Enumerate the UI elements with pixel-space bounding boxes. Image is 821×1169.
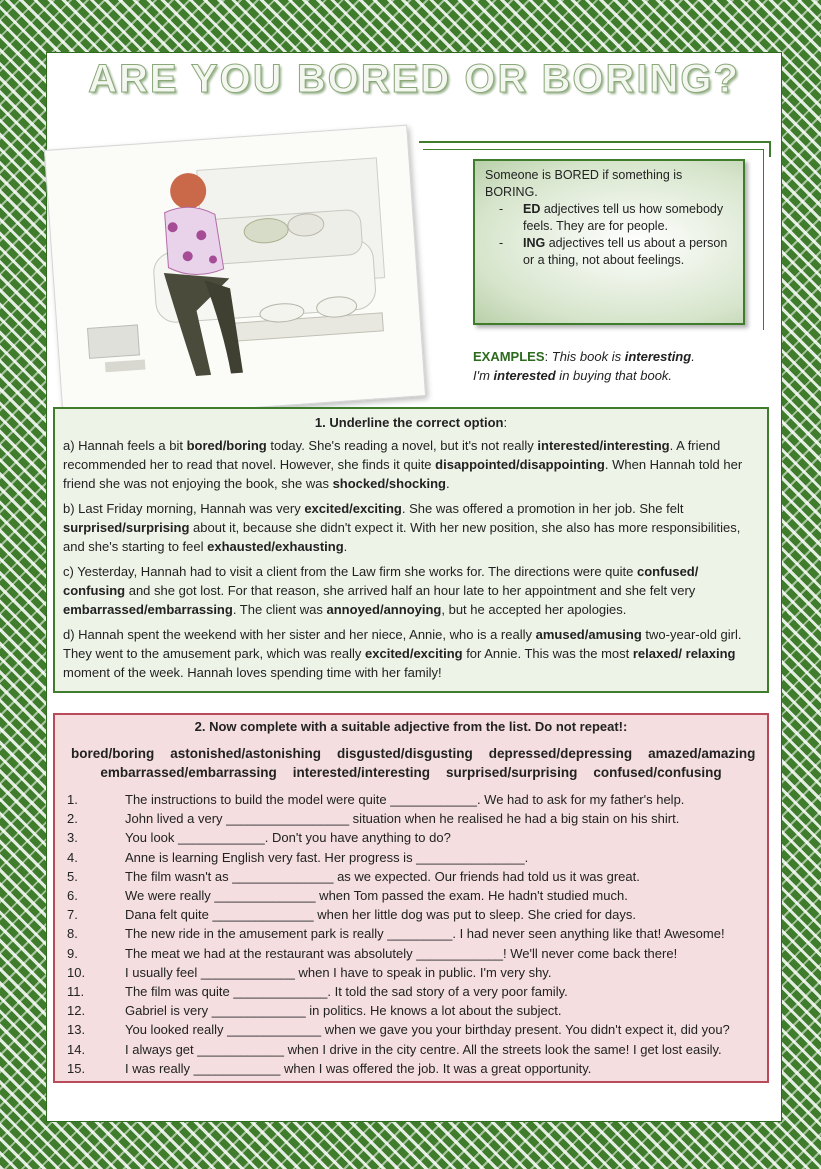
exercise-2-heading: 2. Now complete with a suitable adjective from the list. Do not repeat!: — [194, 719, 628, 734]
exercise-1-paragraph — [63, 436, 759, 493]
option-pair: shocked/shocking — [332, 476, 446, 491]
item-number: 14. — [67, 1041, 86, 1057]
item-sentence: The new ride in the amusement park is really _________. I had never seen anything like that! Awesome! — [125, 926, 725, 942]
item-number: 15. — [67, 1060, 86, 1076]
item-number: 9. — [67, 945, 78, 961]
item-sentence: Gabriel is very _____________ in politics. He knows a lot about the subject. — [125, 1003, 562, 1019]
item-sentence: The meat we had at the restaurant was absolutely ____________! We'll never come back there! — [125, 945, 678, 961]
example-line-1: EXAMPLES: This book is interesting. — [473, 349, 695, 364]
paragraph-text: two-year-old girl. They went to the amusement park, which was really — [63, 627, 742, 661]
item-number: 10. — [67, 964, 86, 980]
option-pair: amused/amusing — [535, 627, 642, 642]
option-pair: excited/exciting — [365, 646, 463, 661]
paragraph-text: moment of the week. Hannah loves spending time with her family! — [63, 665, 442, 680]
option-pair: disappointed/disappointing — [435, 457, 605, 472]
item-number: 5. — [67, 868, 78, 884]
item-sentence: I always get ____________ when I drive in the city centre. All the streets look the same! I get lost easily. — [125, 1041, 722, 1057]
item-sentence: The film wasn't as ______________ as we expected. Our friends had told us it was great. — [125, 868, 640, 884]
paragraph-text: c) Yesterday, Hannah had to visit a client from the Law firm she works for. The directions were quite — [63, 564, 637, 579]
item-number: 11. — [67, 984, 85, 1000]
exercise-1 — [53, 407, 769, 693]
paragraph-text: , but he accepted her apologies. — [441, 602, 627, 617]
item-number: 7. — [67, 907, 78, 923]
exercise-item — [63, 828, 759, 847]
option-pair: surprised/surprising — [63, 520, 190, 535]
item-number: 13. — [67, 1022, 86, 1038]
example-line-2: I'm interested in buying that book. — [473, 368, 673, 383]
word-option: confused/confusing — [593, 765, 722, 780]
word-list-row — [63, 763, 759, 782]
item-number: 8. — [67, 926, 78, 942]
item-sentence: The instructions to build the model were quite ____________. We had to ask for my father's help. — [125, 792, 685, 807]
item-sentence: I usually feel _____________ when I have to speak in public. I'm very shy. — [125, 964, 552, 980]
exercise-1-paragraph — [63, 625, 759, 682]
item-number: 2. — [67, 811, 78, 827]
item-number: 12. — [67, 1003, 86, 1019]
item-number: 1. — [67, 792, 78, 807]
exercise-item — [63, 809, 759, 828]
exercise-1-paragraphs — [63, 436, 759, 682]
exercise-1-heading: 1. Underline the correct option: — [314, 415, 508, 430]
item-sentence: John lived a very _________________ situation when he realised he had a big stain on his shirt. — [125, 811, 680, 827]
exercise-item — [63, 963, 759, 982]
exercise-2-items — [63, 790, 759, 1078]
rule-bullet — [499, 201, 733, 235]
exercise-1-paragraph — [63, 499, 759, 556]
item-number: 4. — [67, 849, 78, 865]
bullet-dash: - — [499, 202, 504, 216]
item-sentence: You look ____________. Don't you have anything to do? — [125, 830, 451, 846]
rule-bullet — [499, 235, 733, 269]
exercise-item — [63, 1020, 759, 1039]
illustration-image — [45, 126, 425, 421]
exercise-item — [63, 944, 759, 963]
item-sentence: The film was quite _____________. It told the sad story of a very poor family. — [125, 984, 568, 1000]
bullet-dash: - — [499, 236, 504, 250]
paragraph-text: . When Hannah told her friend she was not enjoying the book, she was — [63, 457, 743, 491]
grammar-rule-box — [473, 159, 745, 325]
word-list-row — [63, 744, 759, 763]
paragraph-text: d) Hannah spent the weekend with her sister and her niece, Annie, who is a really — [63, 627, 536, 642]
exercise-item — [63, 924, 759, 943]
option-pair: annoyed/annoying — [326, 602, 442, 617]
item-number: 3. — [67, 830, 78, 846]
exercise-2 — [53, 713, 769, 1083]
word-option: astonished/astonishing — [170, 746, 322, 761]
option-pair: interested/interesting — [537, 438, 670, 453]
exercise-item — [63, 886, 759, 905]
rule-intro: Someone is BORED if something is BORING. — [485, 168, 683, 199]
item-number: 6. — [67, 888, 78, 904]
page-title: ARE YOU BORED OR BORING? — [88, 57, 740, 101]
word-option: amazed/amazing — [648, 746, 756, 761]
option-pair: relaxed/ relaxing — [632, 646, 736, 661]
paragraph-text: . A friend recommended her to read that novel. However, she finds it quite — [63, 438, 721, 472]
option-pair: bored/boring — [186, 438, 267, 453]
paragraph-text: . The client was — [232, 602, 327, 617]
word-option: disgusted/disgusting — [337, 746, 473, 761]
word-option: surprised/surprising — [446, 765, 578, 780]
exercise-item — [63, 1059, 759, 1078]
item-sentence: Anne is learning English very fast. Her progress is _______________. — [125, 849, 529, 865]
exercise-item — [63, 982, 759, 1001]
exercise-item — [63, 905, 759, 924]
word-option: bored/boring — [71, 746, 155, 761]
word-option: embarrassed/embarrassing — [100, 765, 277, 780]
exercise-item — [63, 1040, 759, 1059]
option-pair: confused/ confusing — [63, 564, 699, 598]
examples-block — [473, 347, 773, 385]
rule-text: ED adjectives tell us how somebody feels. They are for people. — [523, 202, 724, 233]
paragraph-text: . She was offered a promotion in her job. She felt — [401, 501, 684, 516]
paragraph-text: . — [445, 476, 450, 491]
item-sentence: We were really ______________ when Tom passed the exam. He hadn't studied much. — [125, 888, 628, 904]
paragraph-text: . — [343, 539, 348, 554]
illustration-woman-on-sofa — [44, 125, 426, 422]
item-sentence: You looked really _____________ when we gave you your birthday present. You didn't expect it, did you? — [125, 1022, 730, 1038]
exercise-item — [63, 867, 759, 886]
paragraph-text: for Annie. This was the most — [462, 646, 633, 661]
paragraph-text: about it, because she didn't expect it. With her new position, she also has more responsibilities, and she's starting to feel — [63, 520, 741, 554]
paragraph-text: b) Last Friday morning, Hannah was very — [63, 501, 305, 516]
word-option: interested/interesting — [292, 765, 431, 780]
rule-text: ING adjectives tell us about a person or a thing, not about feelings. — [523, 236, 728, 267]
exercise-item — [63, 848, 759, 867]
paragraph-text: and she got lost. For that reason, she arrived half an hour late to her appointment and she felt very — [125, 583, 696, 598]
exercise-1-paragraph — [63, 562, 759, 619]
exercise-item — [63, 1001, 759, 1020]
exercise-item — [63, 790, 759, 809]
item-sentence: Dana felt quite ______________ when her little dog was put to sleep. She cried for days. — [125, 907, 636, 923]
worksheet-page — [46, 52, 782, 1122]
option-pair: embarrassed/embarrassing — [63, 602, 233, 617]
paragraph-text: today. She's reading a novel, but it's not really — [266, 438, 538, 453]
option-pair: exhausted/exhausting — [207, 539, 344, 554]
paragraph-text: a) Hannah feels a bit — [63, 438, 187, 453]
word-option: depressed/depressing — [488, 746, 633, 761]
option-pair: excited/exciting — [304, 501, 402, 516]
item-sentence: I was really ____________ when I was offered the job. It was a great opportunity. — [125, 1060, 592, 1076]
word-list — [63, 744, 759, 782]
